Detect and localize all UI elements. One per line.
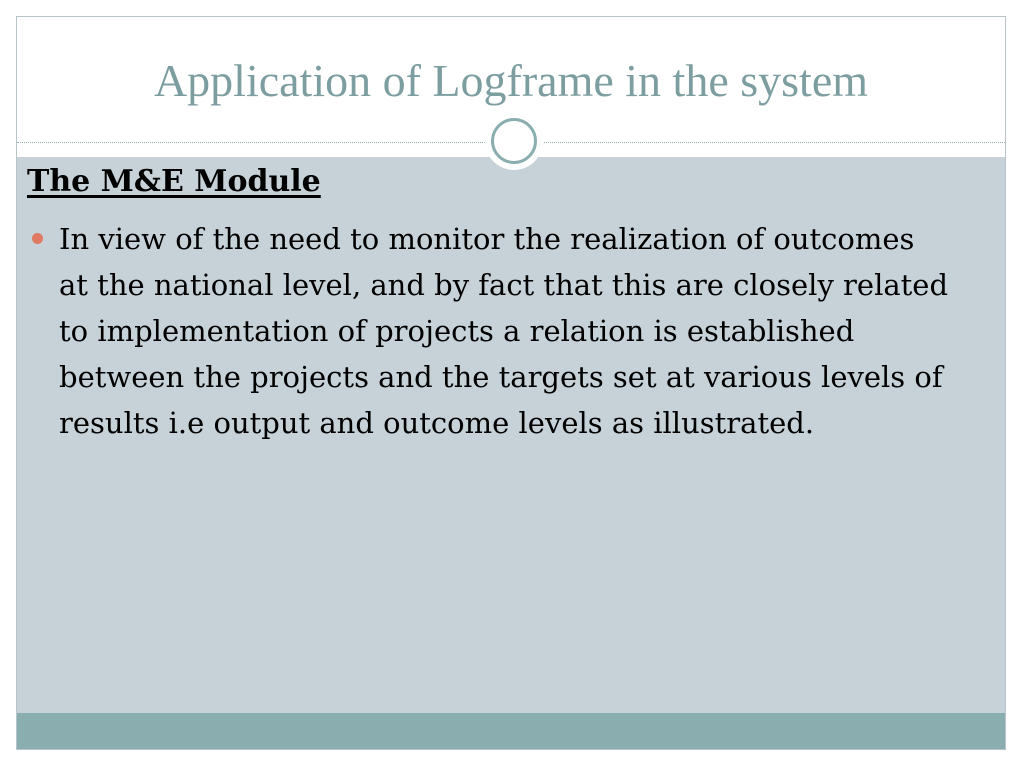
footer-band [17,713,1005,749]
bullet-dot-icon [32,233,43,244]
slide-title: Application of Logframe in the system [153,55,869,106]
bullet-item [30,216,950,446]
bullet-text: In view of the need to monitor the realization of outcomes at the national level, and by fact that this are closely related to implementation of projects a relation is established between the projects and the targets set at various levels of results i.e output and outcome levels as illustrated. [59,222,949,440]
circle-ring-icon [485,112,543,170]
section-heading: The M&E Module [27,164,321,199]
ornament-inner-ring [491,118,537,164]
bullet-list [30,216,950,446]
